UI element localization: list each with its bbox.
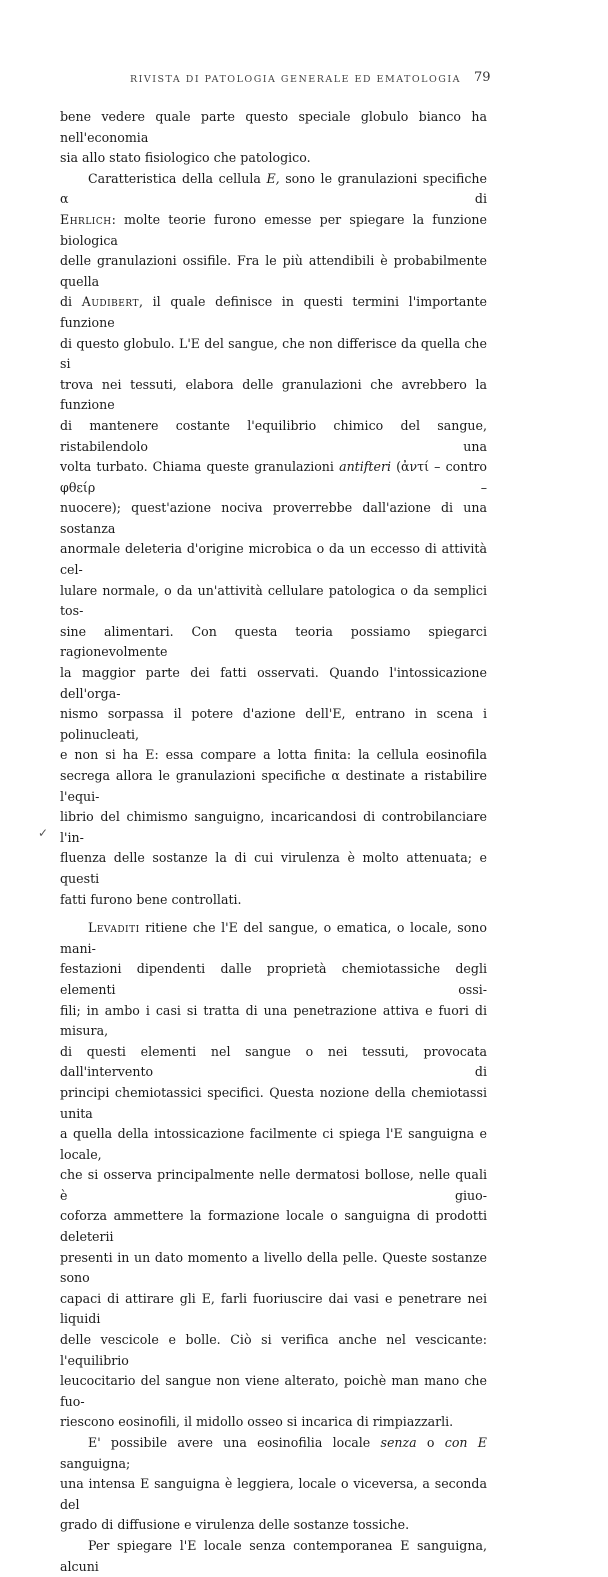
text-line: a quella della intossicazione facilmente ci spiega l'E sanguigna e locale, [60, 1126, 487, 1162]
text-line: festazioni dipendenti dalle proprietà chemiotassiche degli elementi ossi- [60, 961, 487, 997]
text-line: che si osserva principalmente nelle dermatosi bollose, nelle quali è giuo- [60, 1167, 487, 1203]
text-span: di [60, 294, 82, 310]
body-text [60, 107, 487, 1577]
margin-mark: ✓ [38, 826, 49, 840]
text-span: E' possibile avere una eosinofilia locale [88, 1435, 381, 1450]
text-span: senza [380, 1435, 417, 1450]
text-span: , il quale definisce in questi termini l'importante funzione [60, 294, 487, 330]
text-line [60, 210, 487, 251]
text-line: delle vescicole e bolle. Ciò si verifica anche nel vescicante: l'equilibrio [60, 1332, 487, 1368]
text-span: sono le granulazioni specifiche α di [60, 170, 487, 207]
paragraph-5 [60, 1536, 487, 1577]
text-line: principi chemiotassici specifici. Questa nozione della chemiotassi unita [60, 1084, 487, 1121]
paragraph-3 [60, 918, 487, 1433]
text-span: (ἀντί – contro φθείρ – [60, 459, 487, 495]
text-line: bene vedere quale parte questo speciale globulo bianco ha nell'economia [60, 109, 487, 145]
text-span: E, [266, 170, 280, 186]
text-line: librio del chimismo sanguigno, incaricandosi di controbilanciare l'in- [60, 809, 487, 845]
text-span: con E [444, 1435, 487, 1450]
text-line: di mantenere costante l'equilibrio chimico del sangue, ristabilendolo una [60, 417, 487, 454]
paragraph-4 [60, 1433, 487, 1536]
paragraph-gap [60, 910, 487, 918]
text-line: riescono eosinofili, il midollo osseo si incarica di rimpiazzarli. [60, 1414, 454, 1430]
text-line: di questo globulo. L'E del sangue, che non differisce da quella che si [60, 335, 487, 372]
paragraph-1 [60, 107, 487, 169]
author-name: Levaditi [88, 920, 140, 936]
text-line [60, 1433, 487, 1474]
text-line: coforza ammettere la formazione locale o sanguigna di prodotti deleterii [60, 1208, 487, 1245]
text-line: capaci di attirare gli E, farli fuoriuscire dai vasi e penetrare nei liquidi [60, 1290, 487, 1327]
author-name: Audibert [81, 294, 139, 310]
text-line: sia allo stato fisiologico che patologico. [60, 150, 311, 166]
text-line [60, 457, 487, 498]
text-line: di questi elementi nel sangue o nei tessuti, provocata dall'intervento di [60, 1043, 487, 1080]
text-span: Caratteristica della cellula [88, 170, 267, 186]
text-span: antifteri [339, 459, 391, 475]
text-span: sanguigna; [60, 1455, 131, 1471]
text-span: o [416, 1435, 445, 1450]
text-line: secrega allora le granulazioni specifiche α destinate a ristabilire l'equi- [60, 768, 487, 804]
text-line: la maggior parte dei fatti osservati. Quando l'intossicazione dell'orga- [60, 665, 487, 701]
text-line [60, 918, 487, 959]
text-line [60, 292, 487, 333]
text-line: presenti in un dato momento a livello della pelle. Queste sostanze sono [60, 1249, 487, 1286]
text-line: fluenza delle sostanze la di cui virulenza è molto attenuata; e questi [60, 850, 487, 886]
text-line: sine alimentari. Con questa teoria possiamo spiegarci ragionevolmente [60, 623, 487, 660]
page-number: 79 [474, 70, 491, 85]
text-line: una intensa E sanguigna è leggiera, locale o viceversa, a seconda del [60, 1476, 487, 1512]
paragraph-2 [60, 169, 487, 910]
text-span: ritiene che l'E del sangue, o ematica, o locale, sono mani- [60, 920, 487, 956]
text-span: : molte teorie furono emesse per spiegare la funzione biologica [60, 211, 487, 248]
text-line [60, 169, 487, 210]
text-line: fatti furono bene controllati. [60, 891, 242, 907]
author-name: Ehrlich [60, 211, 112, 227]
text-line: grado di diffusione e virulenza delle sostanze tossiche. [60, 1517, 410, 1533]
text-span: volta turbato. Chiama queste granulazioni [60, 459, 340, 475]
text-line: nuocere); quest'azione nociva proverrebbe dall'azione di una sostanza [60, 500, 487, 536]
text-line: lulare normale, o da un'attività cellulare patologica o da semplici tos- [60, 582, 487, 619]
text-line: Per spiegare l'E locale senza contemporanea E sanguigna, alcuni [60, 1537, 487, 1574]
text-line: e non si ha E: essa compare a lotta finita: la cellula eosinofila [60, 747, 487, 763]
text-line: fili; in ambo i casi si tratta di una penetrazione attiva e fuori di misura, [60, 1002, 487, 1039]
running-head: RIVISTA DI PATOLOGIA GENERALE ED EMATOLOGIA [130, 74, 461, 85]
text-line: nismo sorpassa il potere d'azione dell'E, entrano in scena i polinucleati, [60, 706, 487, 742]
text-line: trova nei tessuti, elabora delle granulazioni che avrebbero la funzione [60, 376, 487, 413]
text-line: delle granulazioni ossifile. Fra le più attendibili è probabilmente quella [60, 253, 487, 289]
text-line: anormale deleteria d'origine microbica o da un eccesso di attività cel- [60, 541, 487, 578]
text-line: leucocitario del sangue non viene alterato, poichè man mano che fuo- [60, 1373, 487, 1409]
